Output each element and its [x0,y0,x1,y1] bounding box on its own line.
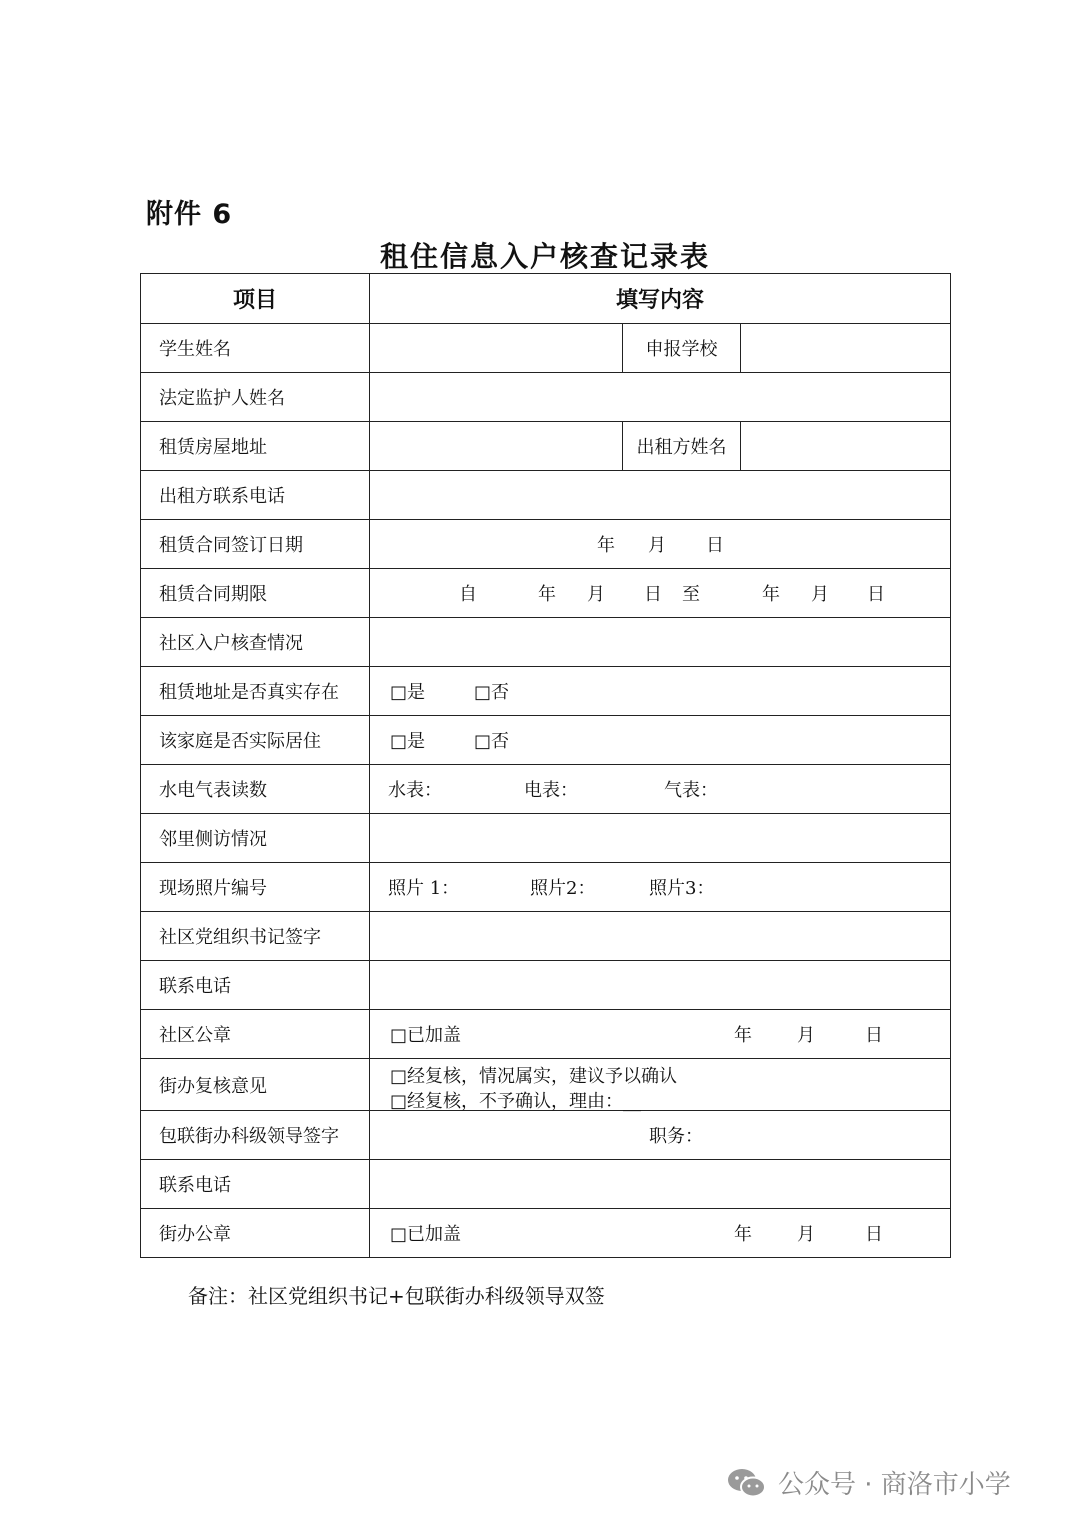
sealed-checkbox[interactable]: □已加盖 [390,1025,462,1046]
table-row [141,1111,951,1160]
guardian-name-field[interactable] [370,373,951,422]
watermark-text: 公众号 · 商洛市小学 [778,1470,1011,1500]
photo-numbers-field[interactable] [370,863,951,912]
yes-checkbox[interactable]: □是 [390,731,426,752]
label-community-seal: 社区公章 [141,1010,370,1059]
family-resides-field [370,716,951,765]
label-community-check: 社区入户核查情况 [141,618,370,667]
table-row [141,814,951,863]
subdistrict-review-field [370,1059,951,1111]
label-subdistrict-seal: 街办公章 [141,1209,370,1258]
table-row [141,863,951,912]
table-row [141,471,951,520]
day-text: 日 [865,1224,883,1245]
yes-checkbox[interactable]: □是 [390,682,426,703]
table-row [141,961,951,1010]
photo-3-label: 照片3： [649,878,715,899]
month-text: 月 [811,584,829,605]
label-neighbor-visit: 邻里侧访情况 [141,814,370,863]
student-name-field[interactable] [370,324,623,373]
neighbor-visit-field[interactable] [370,814,951,863]
community-seal-field [370,1010,951,1059]
school-field[interactable] [741,324,951,373]
address-exists-field [370,667,951,716]
party-secretary-sign-field[interactable] [370,912,951,961]
verification-form-table [140,273,951,1258]
water-meter-label: 水表： [388,780,442,801]
label-family-resides: 该家庭是否实际居住 [141,716,370,765]
table-row [141,373,951,422]
label-landlord-name: 出租方姓名 [623,422,741,471]
month-text: 月 [587,584,605,605]
month-text: 月 [797,1025,815,1046]
label-school: 申报学校 [623,324,741,373]
no-checkbox[interactable]: □否 [474,731,510,752]
header-content: 填写内容 [370,274,951,324]
label-contract-period: 租赁合同期限 [141,569,370,618]
contract-sign-date-field[interactable] [370,520,951,569]
label-photo-numbers: 现场照片编号 [141,863,370,912]
month-text: 月 [648,535,666,556]
no-checkbox[interactable]: □否 [474,682,510,703]
landlord-phone-field[interactable] [370,471,951,520]
month-text: 月 [797,1224,815,1245]
day-text: 日 [865,1025,883,1046]
table-row [141,912,951,961]
table-row [141,520,951,569]
electric-meter-label: 电表： [524,780,578,801]
day-text: 日 [867,584,885,605]
contract-period-field[interactable] [370,569,951,618]
day-text: 日 [644,584,662,605]
label-party-secretary-sign: 社区党组织书记签字 [141,912,370,961]
watermark [726,1464,1011,1501]
table-row [141,1209,951,1258]
label-rental-address: 租赁房屋地址 [141,422,370,471]
community-check-field[interactable] [370,618,951,667]
table-row [141,1160,951,1209]
label-phone-2: 联系电话 [141,1160,370,1209]
year-text: 年 [762,584,780,605]
day-text: 日 [706,535,724,556]
footnote: 备注：社区党组织书记+包联街办科级领导双签 [188,1284,605,1308]
year-text: 年 [538,584,556,605]
sealed-checkbox[interactable]: □已加盖 [390,1224,462,1245]
table-row [141,422,951,471]
table-row [141,667,951,716]
review-reject-checkbox[interactable]: □经复核，不予确认，理由：__ [390,1091,642,1112]
review-confirm-checkbox[interactable]: □经复核，情况属实，建议予以确认 [390,1066,678,1087]
year-text: 年 [597,535,615,556]
phone-1-field[interactable] [370,961,951,1010]
photo-1-label: 照片 1： [388,878,460,899]
table-header-row [141,274,951,324]
table-row [141,1010,951,1059]
year-text: 年 [734,1025,752,1046]
table-row [141,618,951,667]
from-text: 自 [459,584,477,605]
table-row [141,324,951,373]
label-contract-sign-date: 租赁合同签订日期 [141,520,370,569]
label-student-name: 学生姓名 [141,324,370,373]
landlord-name-field[interactable] [741,422,951,471]
year-text: 年 [734,1224,752,1245]
header-item: 项目 [141,274,370,324]
label-phone-1: 联系电话 [141,961,370,1010]
meter-readings-field[interactable] [370,765,951,814]
rental-address-field[interactable] [370,422,623,471]
gas-meter-label: 气表： [664,780,718,801]
table-row [141,765,951,814]
label-guardian-name: 法定监护人姓名 [141,373,370,422]
table-row [141,1059,951,1111]
phone-2-field[interactable] [370,1160,951,1209]
label-meter-readings: 水电气表读数 [141,765,370,814]
table-row [141,569,951,618]
subdistrict-seal-field [370,1209,951,1258]
form-title: 租住信息入户核查记录表 [379,240,710,273]
photo-2-label: 照片2： [530,878,596,899]
label-subdistrict-review: 街办复核意见 [141,1059,370,1111]
label-address-exists: 租赁地址是否真实存在 [141,667,370,716]
attachment-label: 附件 6 [146,199,233,230]
to-text: 至 [682,584,700,605]
table-row [141,716,951,765]
label-leader-sign: 包联街办科级领导签字 [141,1111,370,1160]
position-label: 职务： [649,1126,703,1147]
wechat-icon [726,1466,768,1500]
label-landlord-phone: 出租方联系电话 [141,471,370,520]
leader-sign-field[interactable] [370,1111,951,1160]
